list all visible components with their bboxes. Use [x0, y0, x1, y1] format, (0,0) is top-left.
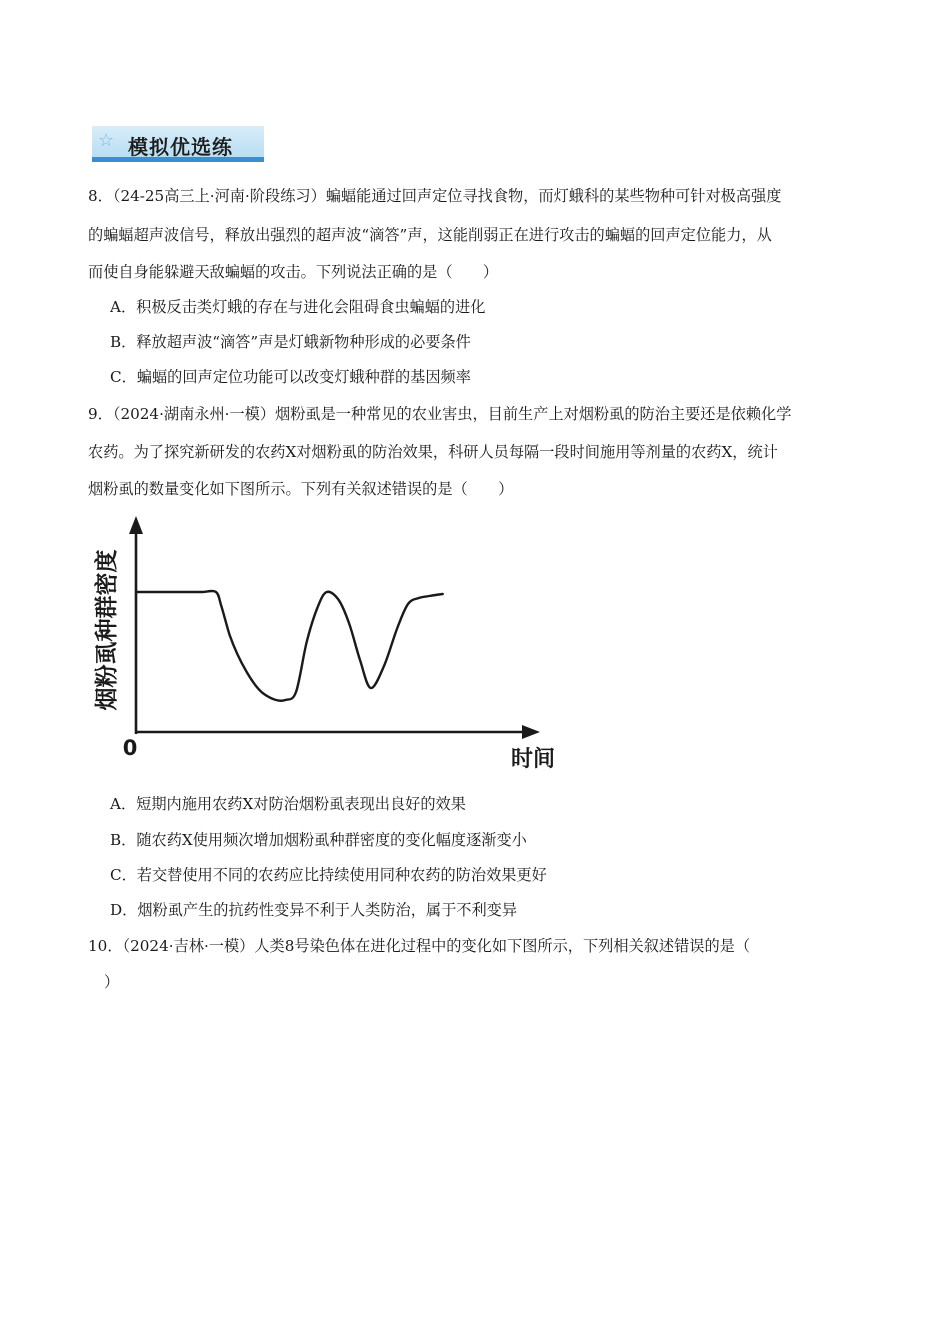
question-9-option-b: B．随农药X使用频次增加烟粉虱种群密度的变化幅度逐渐变小 — [110, 831, 527, 849]
population-density-line — [136, 591, 443, 701]
x-axis-label: 时间 — [510, 747, 556, 772]
question-8-option-a: A．积极反击类灯蛾的存在与进化会阻碍食虫蝙蝠的进化 — [110, 298, 486, 316]
question-10-line-2: ） — [104, 973, 120, 991]
question-9-line-3: 烟粉虱的数量变化如下图所示。下列有关叙述错误的是（ ） — [88, 480, 514, 498]
population-chart — [86, 512, 566, 780]
question-9-line-1: 9．（2024·湖南永州·一模）烟粉虱是一种常见的农业害虫，目前生产上对烟粉虱的防治主要还是依赖化学 — [88, 405, 792, 423]
y-axis — [129, 516, 143, 734]
section-title: 模拟优选练 — [128, 135, 233, 159]
origin-label: 0 — [122, 736, 138, 760]
question-8-option-c: C．蝙蝠的回声定位功能可以改变灯蛾种群的基因频率 — [110, 368, 471, 386]
y-axis-arrow-icon — [129, 516, 143, 534]
question-10-line-1: 10．（2024·吉林·一模）人类8号染色体在进化过程中的变化如下图所示，下列相关叙述错误的是（ — [88, 937, 751, 955]
x-axis — [136, 725, 540, 739]
question-8-line-1: 8．（24-25高三上·河南·阶段练习）蝙蝠能通过回声定位寻找食物，而灯蛾科的某些物种可针对极高强度 — [88, 187, 782, 205]
question-8-option-b: B．释放超声波“滴答”声是灯蛾新物种形成的必要条件 — [110, 333, 471, 351]
star-icon: ☆ — [98, 130, 115, 151]
question-9-option-d: D．烟粉虱产生的抗药性变异不利于人类防治，属于不利变异 — [110, 901, 518, 919]
x-axis-arrow-icon — [522, 725, 540, 739]
question-8-line-2: 的蝙蝠超声波信号，释放出强烈的超声波“滴答”声，这能削弱正在进行攻击的蝙蝠的回声定位能力，从 — [88, 226, 772, 244]
question-8-line-3: 而使自身能躲避天敌蝙蝠的攻击。下列说法正确的是（ ） — [88, 263, 499, 281]
question-9-option-a: A．短期内施用农药X对防治烟粉虱表现出良好的效果 — [110, 795, 466, 813]
y-axis-label: 烟粉虱种群密度 — [94, 549, 120, 711]
section-banner — [92, 126, 264, 162]
question-9-option-c: C．若交替使用不同的农药应比持续使用同种农药的防治效果更好 — [110, 866, 547, 884]
question-9-line-2: 农药。为了探究新研发的农药X对烟粉虱的防治效果，科研人员每隔一段时间施用等剂量的农药X，统计 — [88, 443, 778, 461]
